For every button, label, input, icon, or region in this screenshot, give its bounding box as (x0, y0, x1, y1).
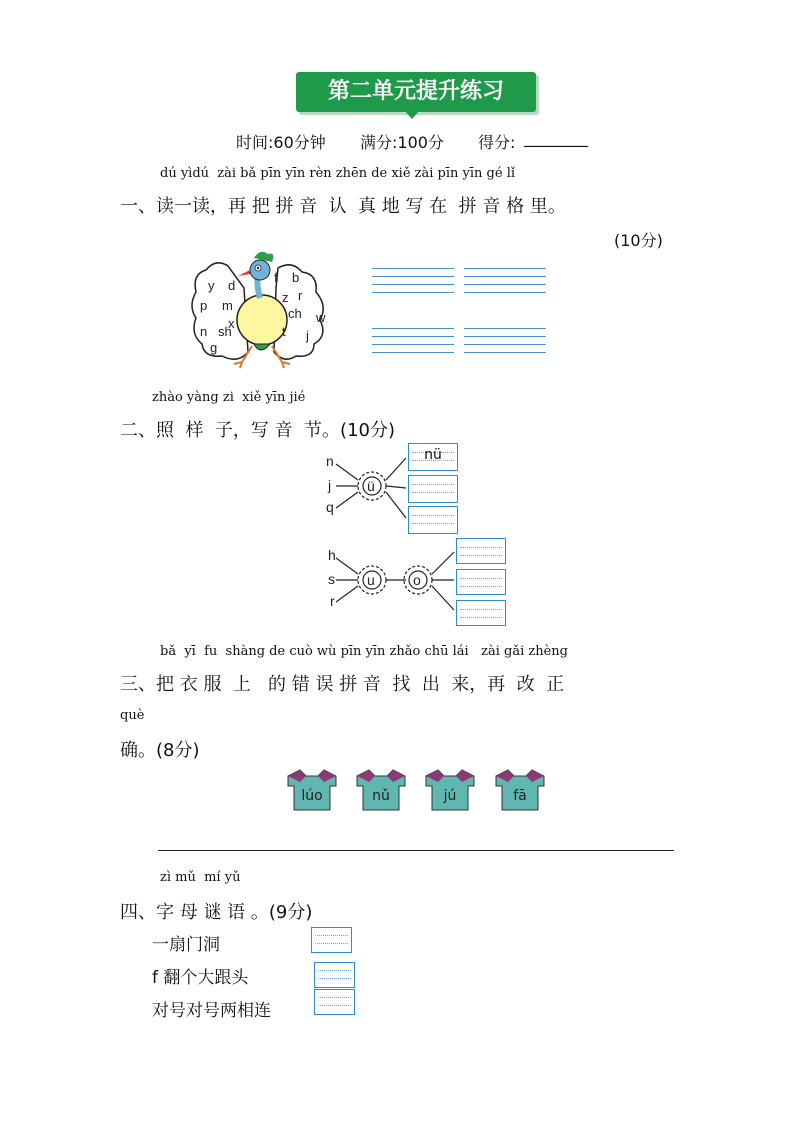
example-syllable: nü (424, 447, 442, 463)
q2-pinyin: zhào yàng zi xiě yīn jié (152, 390, 306, 405)
center-final-label: ü (367, 478, 375, 494)
title-banner (296, 72, 536, 120)
syllable-answer-box[interactable] (456, 600, 506, 626)
initial-label: q (326, 499, 334, 515)
score-blank[interactable]: ________ (524, 128, 588, 147)
q3-text-2: 确。(8分) (120, 740, 200, 761)
pinyin-writing-grid[interactable] (372, 268, 454, 296)
peacock-letter: r (298, 288, 303, 303)
initial-label: h (328, 547, 336, 563)
peacock-letter: g (210, 340, 218, 355)
time-label: 时间:60分钟 (236, 133, 326, 152)
q2-text: 二、照 样 子，写 音 节。(10分) (120, 420, 395, 441)
riddle-answer-box[interactable] (314, 989, 355, 1015)
pinyin-writing-grid[interactable] (372, 328, 454, 356)
q3-text: 三、把 衣 服 上 的 错 误 拼 音 找 出 来，再 改 正 (120, 674, 565, 695)
q4-pinyin: zì mǔ mí yǔ (160, 870, 241, 885)
page-title: 第二单元提升练习 (327, 79, 504, 104)
full-score-label: 满分:100分 (360, 133, 444, 152)
peacock-letter: y (208, 278, 215, 293)
center-final-label: u (367, 572, 375, 588)
peacock-letter: j (306, 328, 309, 343)
riddle-answer-box[interactable] (314, 962, 355, 988)
shirt-pinyin[interactable]: nǔ (372, 788, 390, 804)
riddle-answer-box[interactable] (311, 927, 352, 953)
answer-line[interactable] (158, 850, 674, 851)
shirt-pinyin[interactable]: lúo (301, 788, 323, 804)
q3-pinyin-2: què (120, 708, 145, 723)
peacock-letter: w (316, 310, 326, 325)
q4-text: 四、字 母 谜 语 。(9分) (120, 902, 313, 923)
q1-score: (10分) (614, 231, 663, 250)
peacock-letter: m (222, 298, 233, 313)
syllable-answer-box[interactable] (456, 538, 506, 564)
q1-text: 一、读一读，再 把 拼 音 认 真 地 写 在 拼 音 格 里。 (120, 196, 566, 217)
peacock-letter: x (228, 316, 235, 331)
pinyin-writing-grid[interactable] (464, 328, 546, 356)
peacock-letter: z (282, 290, 289, 305)
peacock-letter: d (228, 278, 236, 293)
pinyin-writing-grid[interactable] (464, 268, 546, 296)
peacock-illustration (188, 248, 338, 376)
peacock-letter: p (200, 298, 208, 313)
peacock-letter: b (292, 270, 300, 285)
shirt-pinyin[interactable]: fā (513, 788, 527, 804)
initial-label: n (326, 453, 334, 469)
score-label: 得分: (478, 133, 516, 152)
riddle-1: 一扇门洞 (152, 935, 220, 955)
initial-label: j (328, 477, 332, 493)
peacock-letter: ch (288, 306, 302, 321)
riddle-3: 对号对号两相连 (152, 1001, 271, 1021)
center-final-label: o (413, 572, 421, 588)
riddle-2: f 翻个大跟头 (152, 968, 249, 988)
syllable-answer-box[interactable] (408, 506, 458, 534)
q3-pinyin: bǎ yī fu shàng de cuò wù pīn yīn zhǎo chū lái zài gǎi zhèng (160, 644, 568, 659)
peacock-letter: n (200, 324, 208, 339)
q1-pinyin: dú yìdú zài bǎ pīn yīn rèn zhēn de xiě zài pīn yīn gé lǐ (160, 166, 516, 181)
initial-label: r (330, 593, 335, 609)
peacock-letter: t (282, 324, 286, 339)
peacock-letter: f (274, 270, 278, 285)
syllable-answer-box[interactable] (456, 569, 506, 595)
syllable-answer-box[interactable] (408, 475, 458, 503)
peacock-letter: sh (218, 324, 232, 339)
syllable-answer-box[interactable] (408, 443, 458, 471)
initial-label: s (328, 571, 335, 587)
shirt-pinyin[interactable]: jú (443, 788, 457, 804)
